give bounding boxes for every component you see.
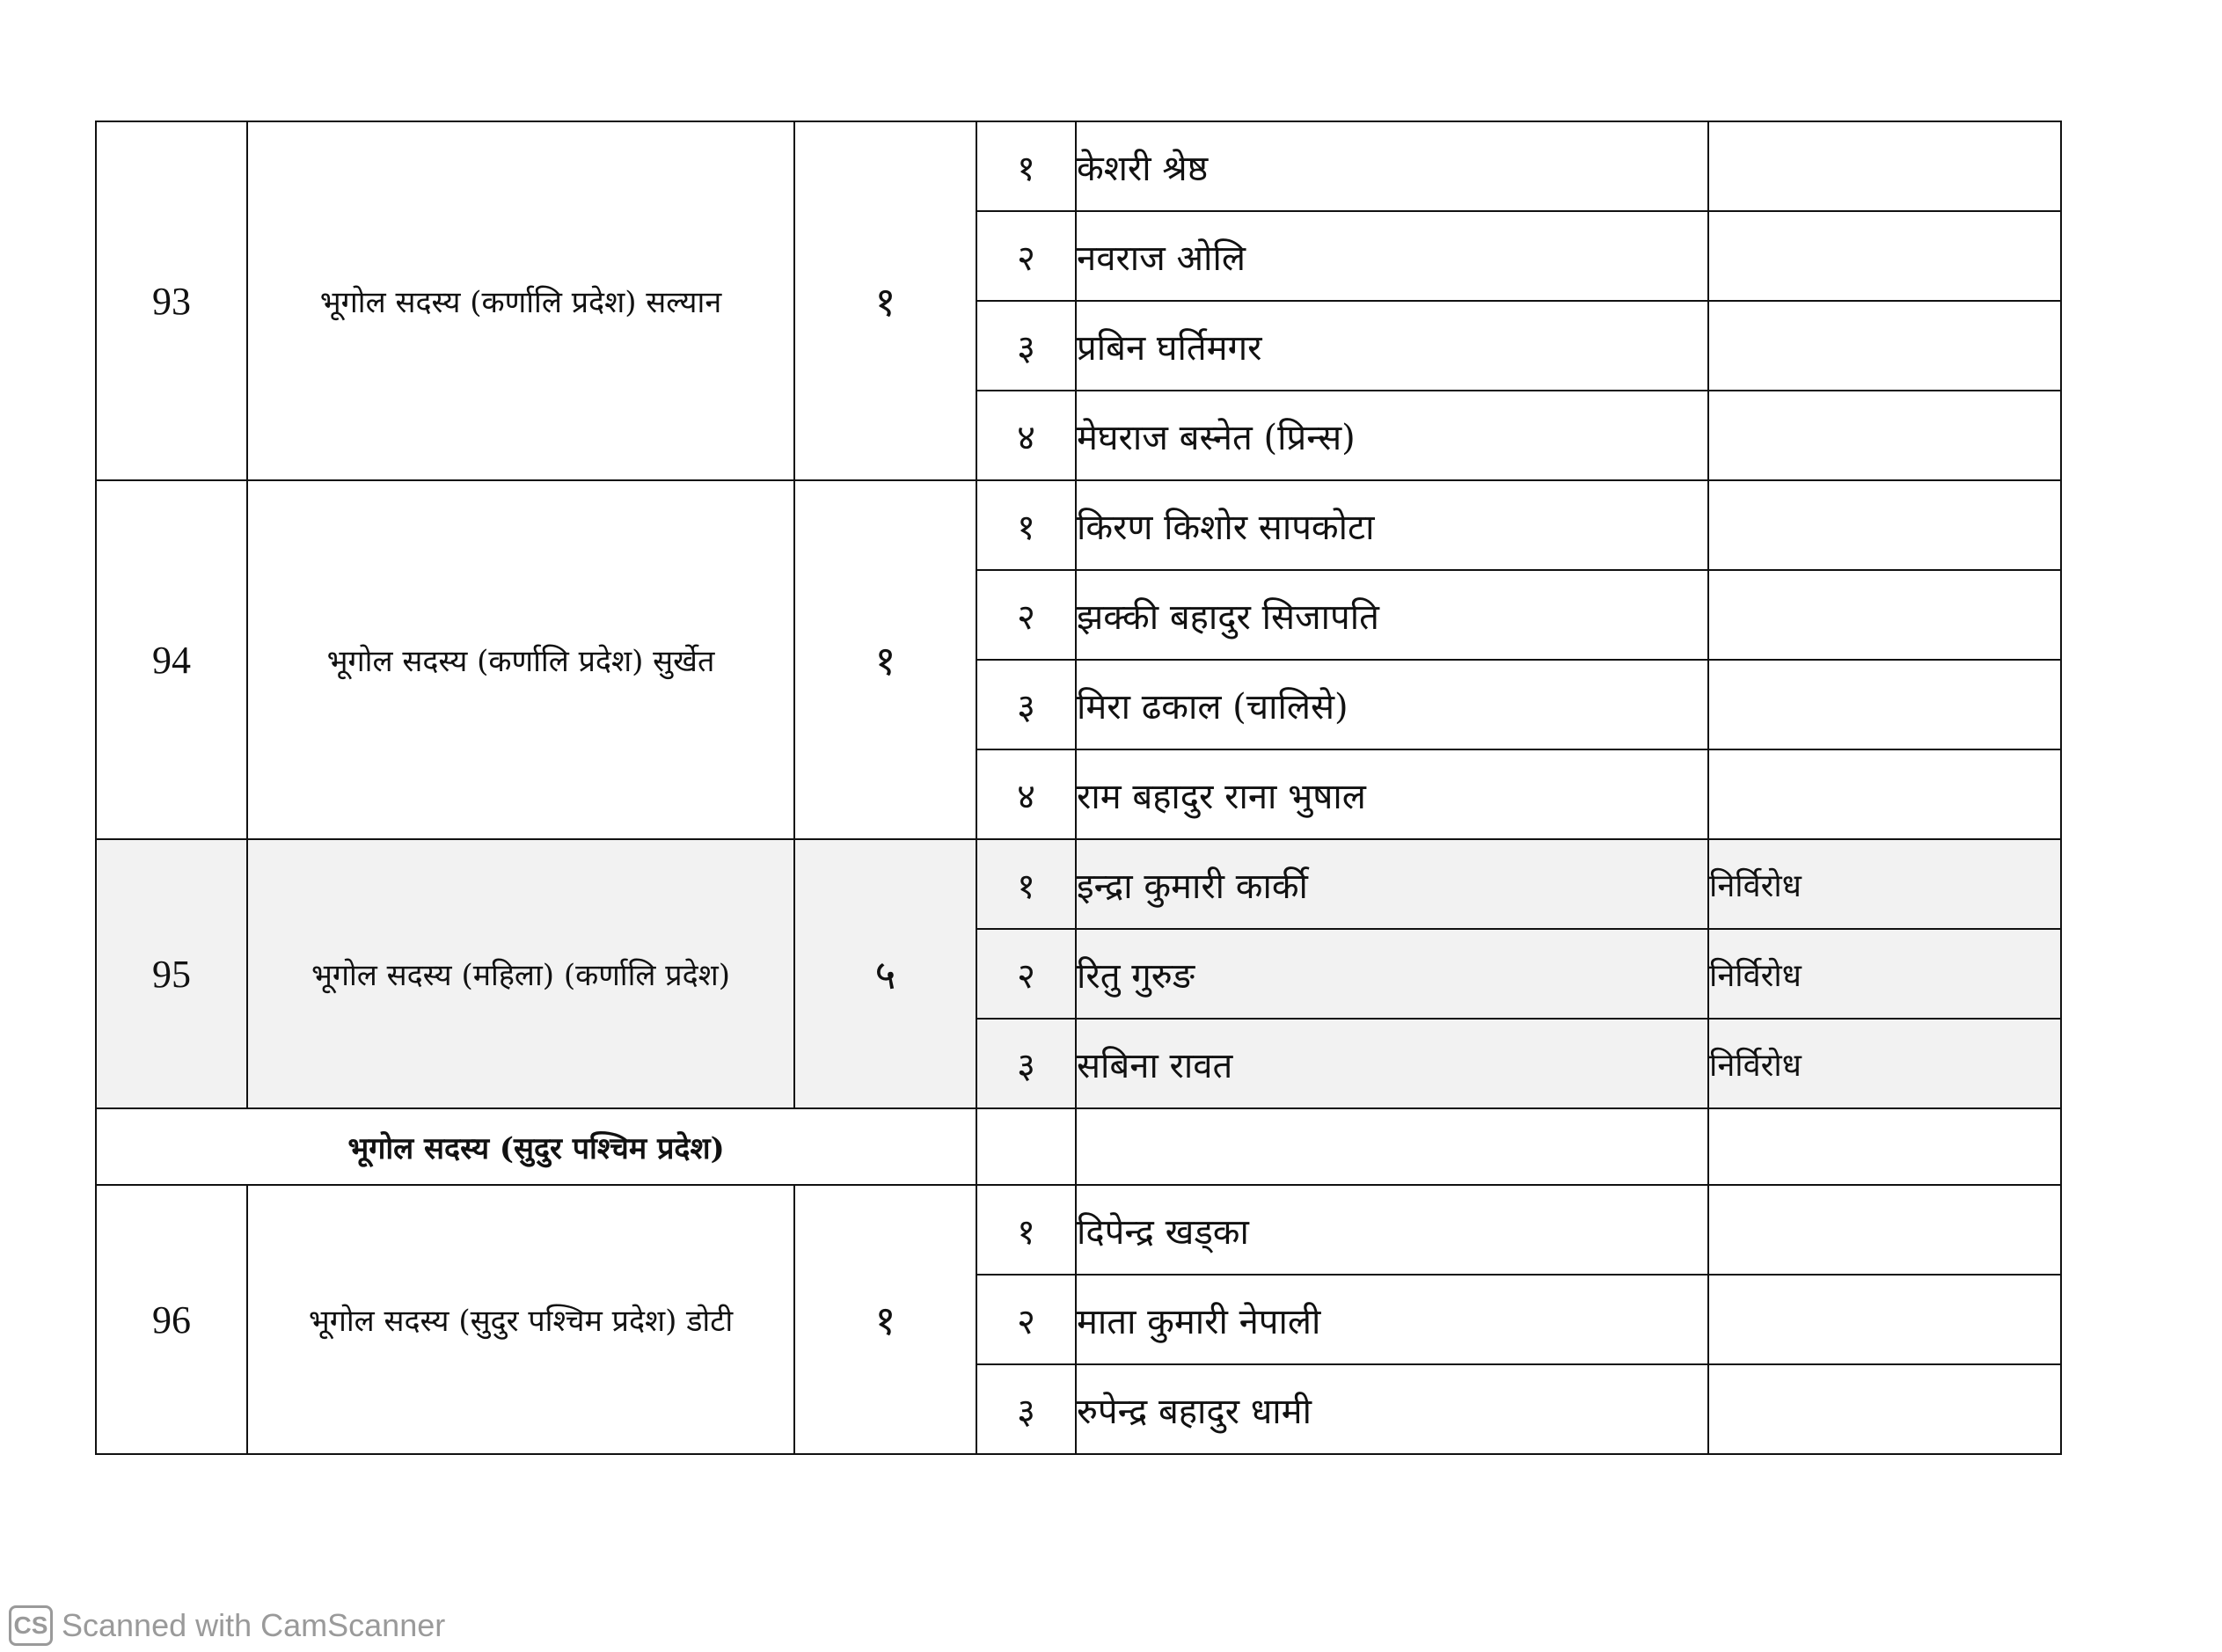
table-row [96,480,2061,570]
seat-count: १ [794,480,976,839]
candidate-number: २ [976,570,1076,660]
candidate-remark [1708,1364,2061,1454]
candidate-name: किरण किशोर सापकोटा [1076,480,1708,570]
serial-number: 96 [96,1185,247,1454]
section-row [96,1108,2061,1185]
serial-number: 93 [96,121,247,480]
post-title: भूगोल सदस्य (कर्णालि प्रदेश) सुर्खेत [247,480,794,839]
candidate-remark [1708,301,2061,391]
candidate-remark [1708,1275,2061,1364]
candidate-name: केशरी श्रेष्ठ [1076,121,1708,211]
candidate-number: २ [976,929,1076,1019]
candidate-remark: निर्विरोध [1708,1019,2061,1108]
camscanner-logo-icon: CS [9,1605,53,1646]
candidate-name: झक्की बहादुर सिजापति [1076,570,1708,660]
candidate-name: माता कुमारी नेपाली [1076,1275,1708,1364]
candidate-number: ४ [976,749,1076,839]
candidate-number: १ [976,1185,1076,1275]
candidate-remark [1708,480,2061,570]
candidate-number: ३ [976,660,1076,749]
scanner-watermark [9,1599,445,1652]
candidate-number: ४ [976,391,1076,480]
seat-count: १ [794,1185,976,1454]
candidate-name: मेघराज बस्नेत (प्रिन्स) [1076,391,1708,480]
candidate-name: सबिना रावत [1076,1019,1708,1108]
candidate-remark: निर्विरोध [1708,839,2061,929]
candidate-name: राम बहादुर राना भुषाल [1076,749,1708,839]
candidate-remark: निर्विरोध [1708,929,2061,1019]
watermark-text: Scanned with CamScanner [62,1607,446,1643]
candidate-number: ३ [976,1364,1076,1454]
section-title: भूगोल सदस्य (सुदुर पश्चिम प्रदेश) [96,1108,976,1185]
candidate-number: १ [976,480,1076,570]
table-row [96,121,2061,211]
empty-cell [1708,1108,2061,1185]
results-table [95,121,2062,1455]
candidate-name: मिरा ढकाल (चालिसे) [1076,660,1708,749]
candidate-name: रुपेन्द्र बहादुर धामी [1076,1364,1708,1454]
candidate-number: १ [976,839,1076,929]
serial-number: 95 [96,839,247,1108]
candidate-number: १ [976,121,1076,211]
empty-cell [1076,1108,1708,1185]
candidate-name: प्रबिन घर्तिमगर [1076,301,1708,391]
post-title: भूगोल सदस्य (महिला) (कर्णालि प्रदेश) [247,839,794,1108]
empty-cell [976,1108,1076,1185]
table-row [96,839,2061,929]
candidate-name: नवराज ओलि [1076,211,1708,301]
candidate-name: दिपेन्द्र खड्का [1076,1185,1708,1275]
candidate-remark [1708,121,2061,211]
candidate-number: २ [976,211,1076,301]
candidate-remark [1708,570,2061,660]
candidate-remark [1708,211,2061,301]
candidate-remark [1708,660,2061,749]
candidate-name: रितु गुरुङ [1076,929,1708,1019]
serial-number: 94 [96,480,247,839]
candidate-number: २ [976,1275,1076,1364]
table-row [96,1185,2061,1275]
post-title: भूगोल सदस्य (कर्णालि प्रदेश) सल्यान [247,121,794,480]
post-title: भूगोल सदस्य (सुदुर पश्चिम प्रदेश) डोटी [247,1185,794,1454]
candidate-remark [1708,391,2061,480]
seat-count: ५ [794,839,976,1108]
candidate-number: ३ [976,1019,1076,1108]
candidate-name: इन्द्रा कुमारी कार्की [1076,839,1708,929]
candidate-number: ३ [976,301,1076,391]
seat-count: १ [794,121,976,480]
candidate-remark [1708,749,2061,839]
candidate-remark [1708,1185,2061,1275]
